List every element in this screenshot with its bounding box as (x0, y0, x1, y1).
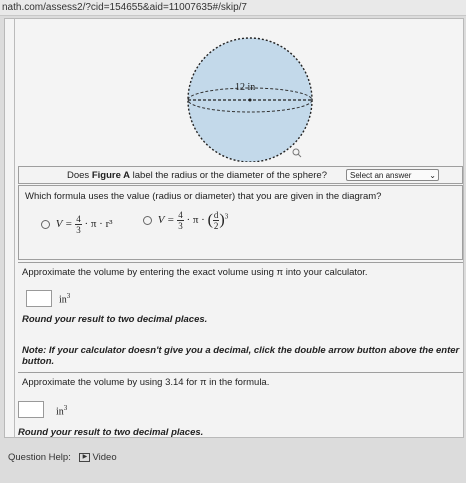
url-text: nath.com/assess2/?cid=154655&aid=11007635#/skip/7 (2, 2, 247, 13)
unit-label: $in^3$ (59, 292, 71, 306)
part-2 (18, 372, 463, 436)
chevron-down-icon: ⌄ (429, 171, 436, 180)
formula-option-a[interactable]: V = $\frac{4}{3}$ · π · r³ (41, 214, 113, 235)
volume-exact-input[interactable] (26, 290, 52, 307)
question-1 (18, 166, 463, 184)
formula-option-b[interactable]: V = $\frac{4}{3}$ · π · ( $\frac{d}{2}$ )$^3$ (143, 210, 228, 231)
calculator-note: Note: If your calculator doesn't give you a decimal, click the double arrow button above the enter button. (22, 345, 460, 367)
center-point (249, 99, 252, 102)
question-help: Question Help: ▶ Video (8, 452, 117, 463)
magnify-icon (293, 149, 301, 157)
part1-prompt: Approximate the volume by entering the exact volume using π into your calculator. (22, 267, 368, 278)
video-link[interactable]: Video (92, 452, 117, 463)
address-bar[interactable] (0, 0, 466, 16)
round-note: Round your result to two decimal places. (22, 314, 208, 325)
volume-approx-input[interactable] (18, 401, 44, 418)
part2-prompt: Approximate the volume by using 3.14 for π in the formula. (22, 377, 270, 388)
figure-a (14, 20, 462, 162)
part-1 (18, 262, 463, 367)
answer-select[interactable]: Select an answer ⌄ (346, 169, 439, 181)
radio-option-a[interactable] (41, 220, 50, 229)
video-icon[interactable]: ▶ (79, 453, 90, 462)
q2-prompt: Which formula uses the value (radius or diameter) that you are given in the diagram? (25, 191, 382, 202)
unit-label-2: $in^3$ (56, 404, 68, 418)
diameter-label: 12 in (235, 82, 256, 93)
q1-prompt: Does Figure A label the radius or the diameter of the sphere? (67, 170, 327, 181)
question-2 (18, 185, 463, 260)
round-note-2: Round your result to two decimal places. (18, 427, 204, 438)
radio-option-b[interactable] (143, 216, 152, 225)
